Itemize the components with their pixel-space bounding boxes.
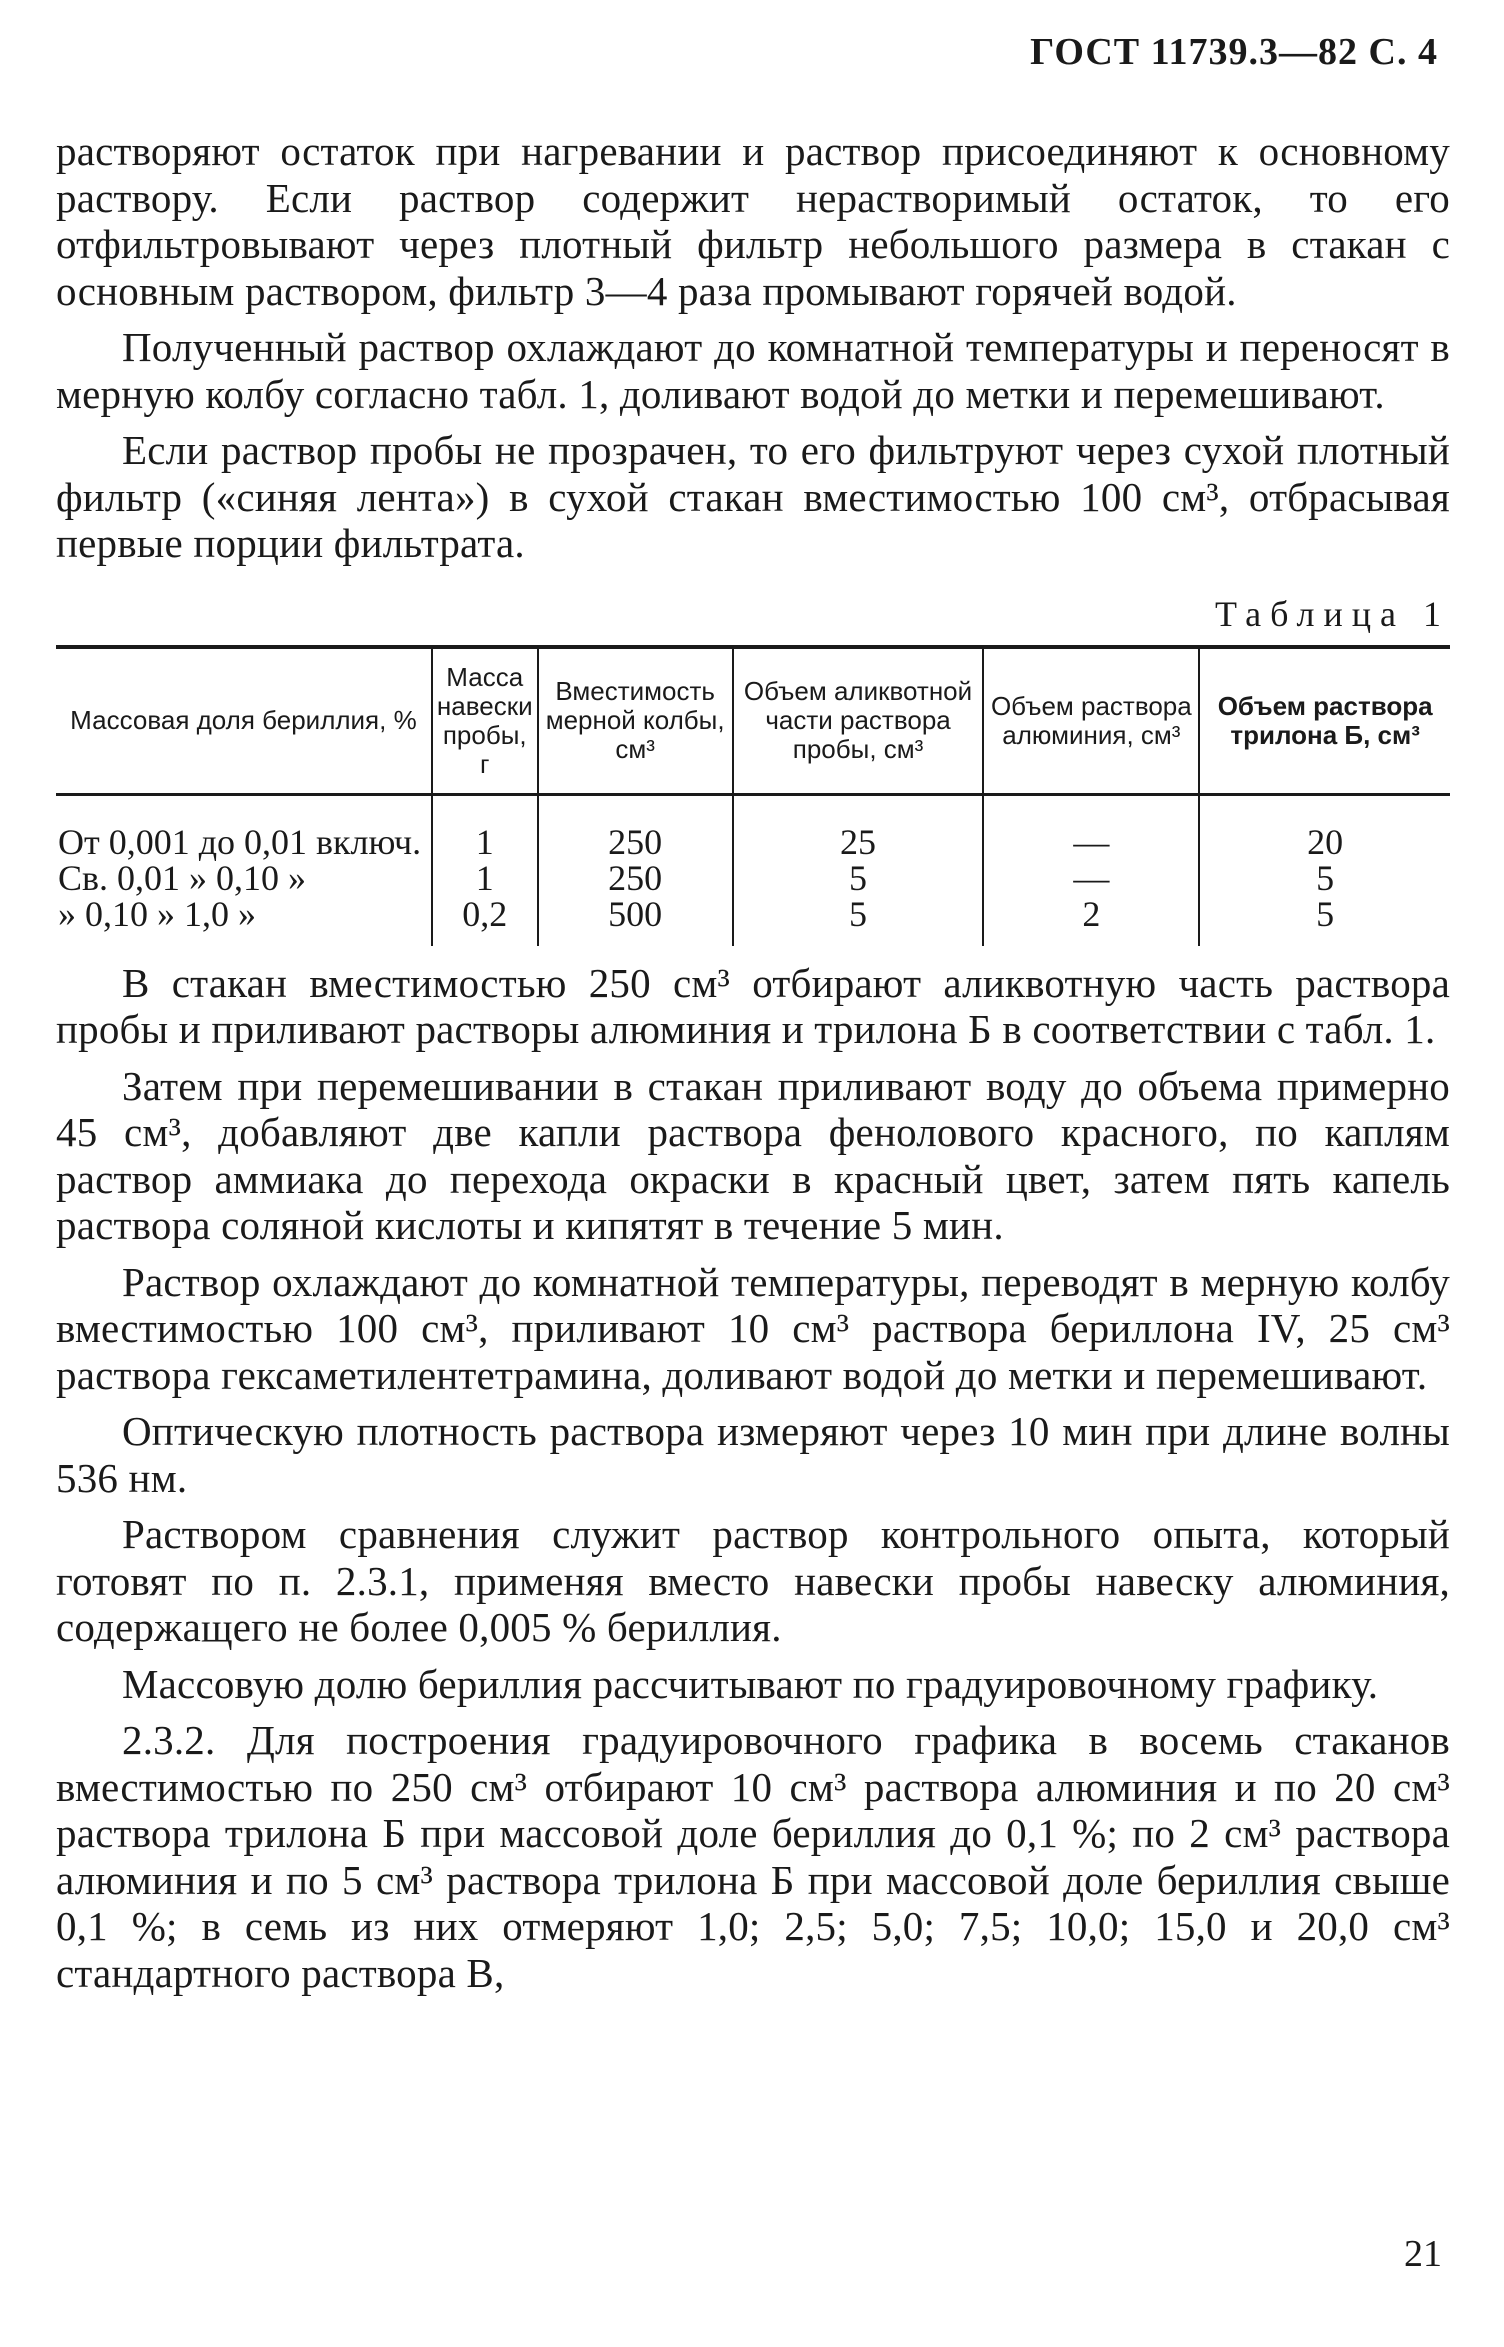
- table-cell: 20: [1199, 824, 1450, 860]
- spacer-cell: [983, 794, 1199, 824]
- table-cell: 5: [1199, 860, 1450, 896]
- paragraph: Если раствор пробы не прозрачен, то его фильтруют через сухой плотный фильтр («синяя лента») в сухой стакан вместимостью 100 см³, отбрасывая первые порции фильтрата.: [56, 427, 1450, 566]
- paragraphs-after: [56, 960, 1450, 1997]
- header-sample-mass: Масса навески пробы, г: [432, 647, 538, 795]
- table-cell: 1: [432, 824, 538, 860]
- paragraph: растворяют остаток при нагревании и раствор присоединяют к основному раствору. Если раствор содержит нерастворимый остаток, то его отфильтровывают через плотный фильтр небольшого размера в стакан с основным раствором, фильтр 3—4 раза промывают горячей водой.: [56, 128, 1450, 314]
- table-cell: 5: [1199, 896, 1450, 946]
- table-caption: Таблица 1: [1215, 593, 1450, 634]
- spacer-cell: [1199, 794, 1450, 824]
- table-row: [56, 860, 1450, 896]
- page-header: ГОСТ 11739.3—82 С. 4: [1030, 31, 1438, 73]
- table-row: [56, 896, 1450, 946]
- table-cell: От 0,001 до 0,01 включ.: [58, 821, 422, 862]
- spacer-cell: [733, 794, 984, 824]
- spacer-cell: [538, 794, 733, 824]
- table-body: [56, 794, 1450, 946]
- paragraph: Полученный раствор охлаждают до комнатной температуры и переносят в мерную колбу согласно табл. 1, доливают водой до метки и перемешивают.: [56, 324, 1450, 417]
- body-text: [56, 128, 1450, 2006]
- paragraph: Раствор охлаждают до комнатной температуры, переводят в мерную колбу вместимостью 100 см³, приливают 10 см³ раствора бериллона IV, 25 см³ раствора гексаметилентетрамина, доливают водой до метки и перемешивают.: [56, 1258, 1450, 1398]
- table-cell: 25: [733, 824, 984, 860]
- table-cell: 0,2: [432, 896, 538, 946]
- table-cell: 250: [538, 824, 733, 860]
- table-cell: 5: [733, 896, 984, 946]
- data-table: [56, 645, 1450, 946]
- header-flask-volume: Вместимость мерной колбы, см³: [538, 647, 733, 795]
- header-trilon-volume: Объем раствора трилона Б, см³: [1199, 647, 1450, 795]
- spacer-cell: [56, 794, 432, 824]
- paragraph: Раствором сравнения служит раствор контрольного опыта, который готовят по п. 2.3.1, применяя вместо навески пробы навеску алюминия, содержащего не более 0,005 % бериллия.: [56, 1511, 1450, 1650]
- table-cell: —: [983, 824, 1199, 860]
- page-number: 21: [1404, 2233, 1442, 2275]
- table-cell: 2: [983, 896, 1199, 946]
- paragraph: Затем при перемешивании в стакан приливают воду до объема примерно 45 см³, добавляют две капли раствора фенолового красного, по каплям раствор аммиака до перехода окраски в красный цвет, затем пять капель раствора соляной кислоты и кипятят в течение 5 мин.: [56, 1062, 1450, 1248]
- header-aluminium-volume: Объем раствора алюминия, см³: [983, 647, 1199, 795]
- table-cell: 1: [432, 860, 538, 896]
- header-aliquot-volume: Объем аликвотной части раствора пробы, см³: [733, 647, 984, 795]
- table-spacer-row: [56, 794, 1450, 824]
- header-mass-fraction: Массовая доля бериллия, %: [56, 647, 432, 795]
- paragraph: Оптическую плотность раствора измеряют через 10 мин при длине волны 536 нм.: [56, 1408, 1450, 1501]
- paragraph: 2.3.2. Для построения градуировочного графика в восемь стаканов вместимостью по 250 см³ отбирают 10 см³ раствора алюминия и по 20 см³ раствора трилона Б при массовой доле бериллия до 0,1 %; по 2 см³ раствора алюминия и по 5 см³ раствора трилона Б при массовой доле бериллия свыше 0,1 %; в семь из них отмеряют 1,0; 2,5; 5,0; 7,5; 10,0; 15,0 и 20,0 см³ стандартного раствора В,: [56, 1717, 1450, 1996]
- table-cell: » 0,10 » 1,0 »: [58, 893, 256, 934]
- table-cell: 250: [538, 860, 733, 896]
- paragraph: Массовую долю бериллия рассчитывают по градуировочному графику.: [122, 1660, 1379, 1707]
- table-cell: 500: [538, 896, 733, 946]
- spacer-cell: [432, 794, 538, 824]
- paragraphs-before: [56, 128, 1450, 567]
- table-cell: 5: [733, 860, 984, 896]
- paragraph: В стакан вместимостью 250 см³ отбирают аликвотную часть раствора пробы и приливают растворы алюминия и трилона Б в соответствии с табл. 1.: [56, 959, 1450, 1052]
- table-cell: Св. 0,01 » 0,10 »: [58, 857, 307, 898]
- table-row: [56, 824, 1450, 860]
- table-cell: —: [983, 860, 1199, 896]
- table-header-row: [56, 647, 1450, 795]
